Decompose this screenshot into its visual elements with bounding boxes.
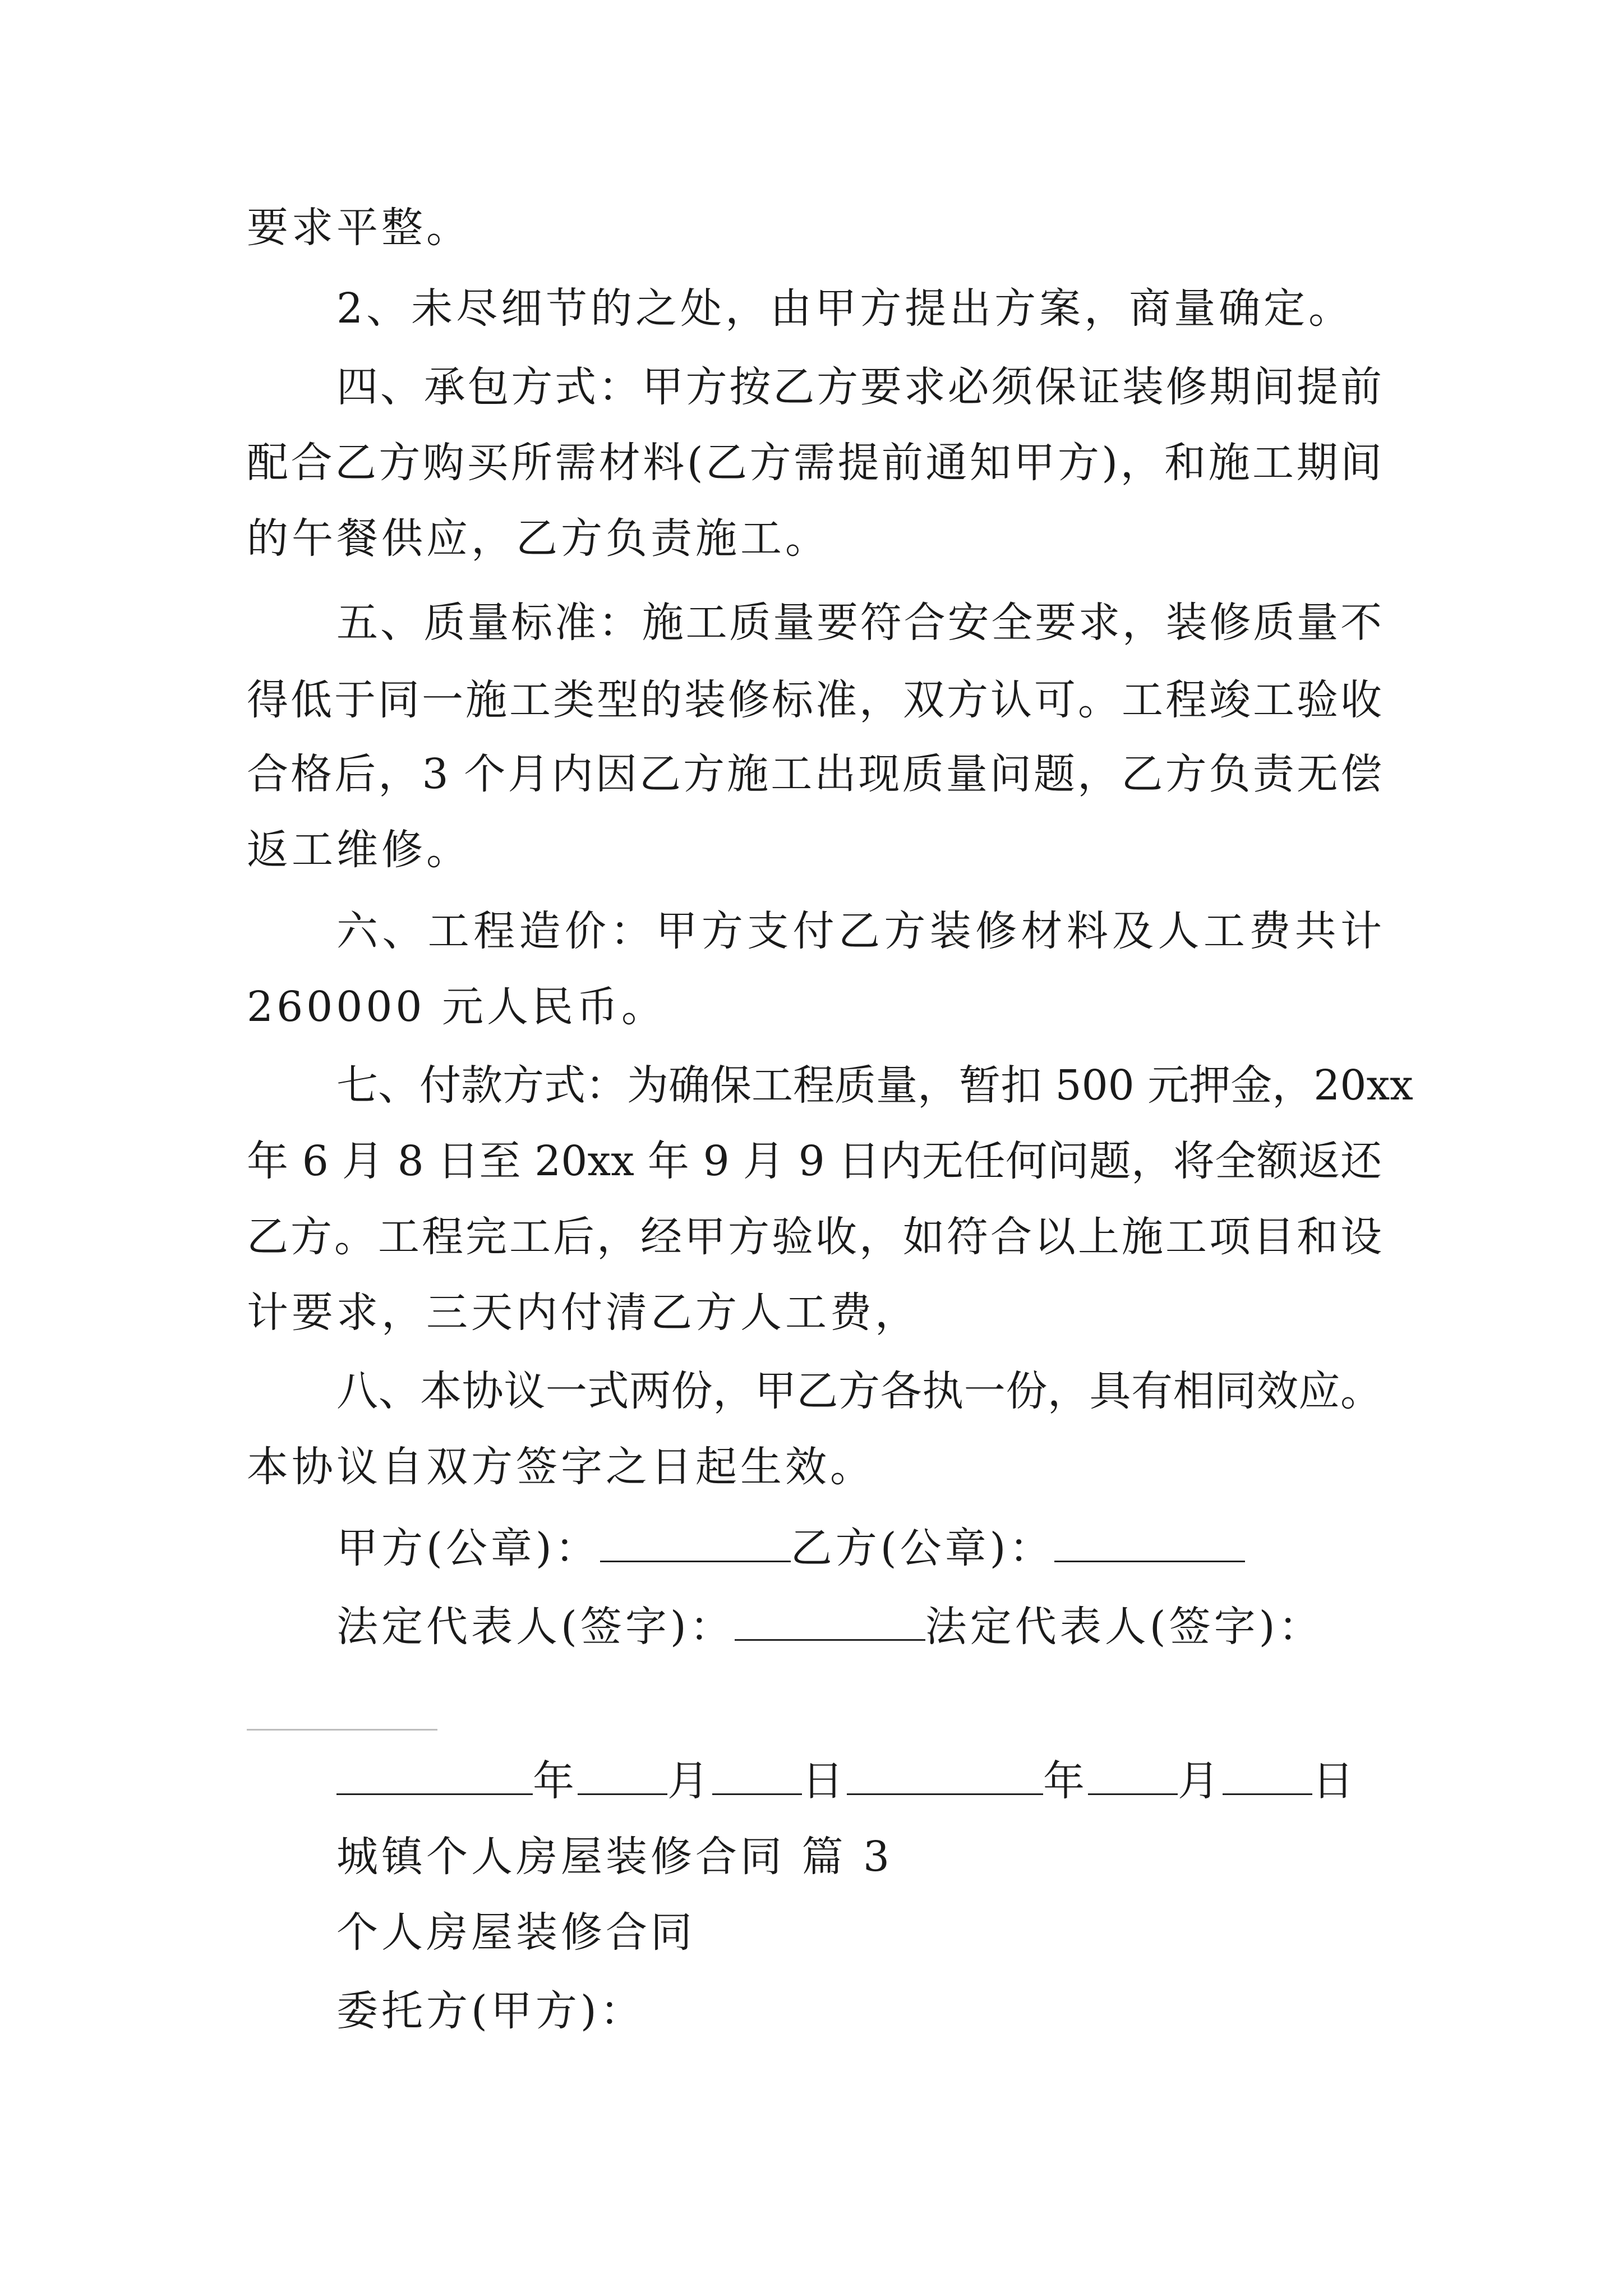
client-label: 委托方(甲方)： [336,1987,645,2035]
legal-rep-b-label: 法定代表人(签字)： [925,1603,1324,1651]
section-title: 城镇个人房屋装修合同 篇 3 [336,1833,893,1881]
paragraph-line: 配合乙方购买所需材料(乙方需提前通知甲方)，和施工期间 [247,439,1382,487]
paragraph-line: 返工维修。 [247,826,471,874]
party-a-seal-label: 甲方(公章)： [336,1524,600,1572]
paragraph-line: 五、质量标准：施工质量要符合安全要求，装修质量不 [336,599,1382,647]
date-a-day-blank[interactable] [712,1754,802,1795]
legal-rep-b-blank[interactable] [247,1729,437,1731]
date-a-year-blank[interactable] [336,1754,533,1795]
paragraph-line: 要求平整。 [247,204,471,252]
paragraph-line: 的午餐供应，乙方负责施工。 [247,514,830,563]
date-b-year-blank[interactable] [847,1754,1043,1795]
date-a-month-blank[interactable] [578,1754,667,1795]
party-a-seal-blank[interactable] [600,1521,791,1562]
paragraph-line: 本协议自双方签字之日起生效。 [247,1443,875,1491]
paragraph-line: 年 6 月 8 日至 20xx 年 9 月 9 日内无任何问题，将全额返还 [247,1137,1382,1185]
date-line [336,1753,1357,1809]
date-a-day-label: 日 [802,1757,847,1805]
paragraph-line: 八、本协议一式两份，甲乙方各执一份，具有相同效应。 [336,1367,1382,1415]
date-a-month-label: 月 [667,1757,712,1805]
date-b-day-blank[interactable] [1223,1754,1312,1795]
date-a-year-label: 年 [533,1757,578,1805]
contract-title: 个人房屋装修合同 [336,1908,695,1957]
legal-rep-a-blank[interactable] [735,1600,925,1641]
seal-signature-line [336,1520,1245,1576]
paragraph-line: 四、承包方式：甲方按乙方要求必须保证装修期间提前 [336,363,1382,411]
date-b-month-blank[interactable] [1088,1754,1178,1795]
paragraph-line: 六、工程造价：甲方支付乙方装修材料及人工费共计 [336,907,1382,955]
paragraph-line: 得低于同一施工类型的装修标准，双方认可。工程竣工验收 [247,676,1382,724]
date-b-day-label: 日 [1312,1757,1357,1805]
paragraph-line: 七、付款方式：为确保工程质量，暂扣 500 元押金，20xx [336,1061,1413,1110]
date-b-year-label: 年 [1043,1757,1088,1805]
paragraph-line: 合格后，3 个月内因乙方施工出现质量问题，乙方负责无偿 [247,750,1382,798]
party-b-seal-label: 乙方(公章)： [790,1524,1054,1572]
paragraph-line: 乙方。工程完工后，经甲方验收，如符合以上施工项目和设 [247,1213,1382,1261]
date-b-month-label: 月 [1178,1757,1223,1805]
paragraph-line: 260000 元人民币。 [247,983,667,1031]
legal-rep-a-label: 法定代表人(签字)： [336,1603,735,1651]
paragraph-line: 计要求，三天内付清乙方人工费， [247,1289,920,1337]
legal-rep-line [336,1599,1324,1655]
paragraph-line: 2、未尽细节的之处，由甲方提出方案，商量确定。 [336,284,1354,333]
party-b-seal-blank[interactable] [1054,1521,1245,1562]
